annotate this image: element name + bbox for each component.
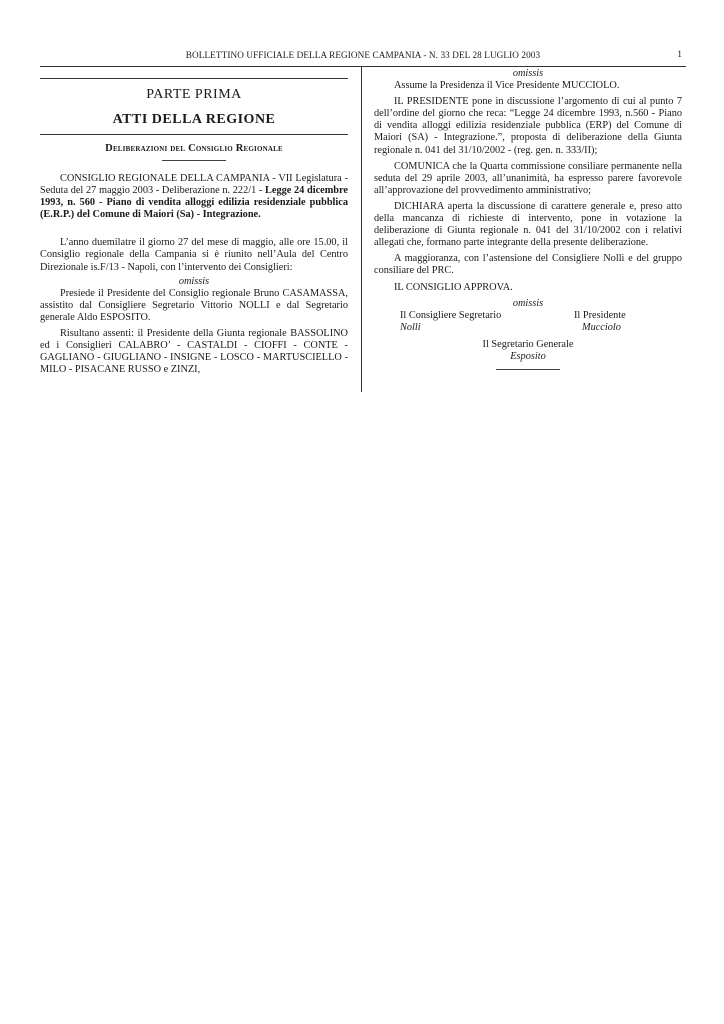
omissis-right-top: omissis [512, 68, 544, 79]
section-bottom-rule [40, 134, 348, 135]
page-number: 1 [677, 50, 682, 60]
paragraph-absent: Risultano assenti: il Presidente della Giunta regionale BASSOLINO ed i Consiglieri CALABRO’ - CASTALDI - CIOFFI - CONTE - GAGLIANO - GIUGLIANO - INSIGNE - LOSCO - MARTUSCIELLO - MILO - PISACANE RUSSO e ZINZI, [40, 328, 348, 376]
running-header [40, 50, 686, 64]
omissis-right-bottom: omissis [512, 297, 544, 309]
right-column [374, 68, 682, 370]
signature-president-name: Mucciolo [582, 321, 621, 333]
signature-general-secretary-title: Il Segretario Generale [482, 338, 574, 350]
deliberation-intro: CONSIGLIO REGIONALE DELLA CAMPANIA - VII Legislatura - Seduta del 27 maggio 2003 - Deliberazione n. 222/1 - [40, 173, 348, 197]
paragraph-commission: COMUNICA che la Quarta commissione consiliare permanente nella seduta del 29 aprile 2003, all’unanimità, ha espresso parere favorevole all’approvazione del provvedimento amministrativo; [374, 160, 682, 196]
closing-short-rule [496, 369, 560, 370]
paragraph-session: L’anno duemilatre il giorno 27 del mese di maggio, alle ore 15.00, il Consiglio regionale della Campania si è riunito nell’Aula del Centro Direzionale is.F/13 - Napoli, con l’intervento dei Consiglieri: [40, 237, 348, 273]
deliberation-subject: Legge 24 dicembre 1993, n. 560 - Piano di vendita alloggi edilizia residenziale pubblica (E.R.P.) del Comune di Maiori (Sa) - Integrazione. [40, 185, 348, 221]
left-column [40, 68, 348, 376]
heading-short-rule [162, 160, 226, 161]
column-divider [361, 66, 362, 392]
paragraph-approval: IL CONSIGLIO APPROVA. [394, 281, 513, 293]
omissis-left: omissis [178, 275, 210, 287]
paragraph-majority: A maggioranza, con l’astensione del Consigliere Nolli e del gruppo consiliare del PRC. [374, 253, 682, 277]
paragraph-vice-president: Assume la Presidenza il Vice Presidente MUCCIOLO. [394, 80, 620, 92]
deliberation-title [40, 173, 348, 221]
parte-heading: PARTE PRIMA [146, 87, 242, 102]
paragraph-presidency: Presiede il Presidente del Consiglio regionale Bruno CASAMASSA, assistito dal Consigliere Segretario Vittorio NOLLI e dal Segretario generale Aldo ESPOSITO. [40, 287, 348, 323]
paragraph-discussion: IL PRESIDENTE pone in discussione l’argomento di cui al punto 7 dell’ordine del giorno che reca: “Legge 24 dicembre 1993, n.560 - Piano di vendita alloggi edilizia residenziale pubblica (ERP) del Comune di Maiori (SA) - Integrazione.”, proposta di deliberazione della Giunta regionale n. 041 del 31/10/2002 - (reg. gen. n. 333/II); [374, 96, 682, 156]
atti-heading: ATTI DELLA REGIONE [112, 112, 276, 127]
paragraph-declaration: DICHIARA aperta la discussione di carattere generale e, preso atto della mancanza di richieste di intervento, pone in votazione la deliberazione di Giunta regionale n. 041 del 31/10/2002 con i relativi allegati che, formano parte integrante della presente deliberazione. [374, 200, 682, 249]
signature-row-names [374, 322, 682, 334]
signature-secretary-title: Il Consigliere Segretario [400, 309, 502, 321]
signature-secretary-name: Nolli [400, 321, 421, 333]
section-top-rule [40, 78, 348, 79]
running-title: BOLLETTINO UFFICIALE DELLA REGIONE CAMPANIA - N. 33 DEL 28 LUGLIO 2003 [185, 50, 541, 60]
signature-president-title: Il Presidente [574, 309, 626, 321]
header-rule [40, 66, 686, 67]
deliberazioni-heading: Deliberazioni del Consiglio Regionale [105, 143, 283, 154]
signature-general-secretary-name: Esposito [510, 350, 546, 362]
signature-row-titles [374, 310, 682, 322]
